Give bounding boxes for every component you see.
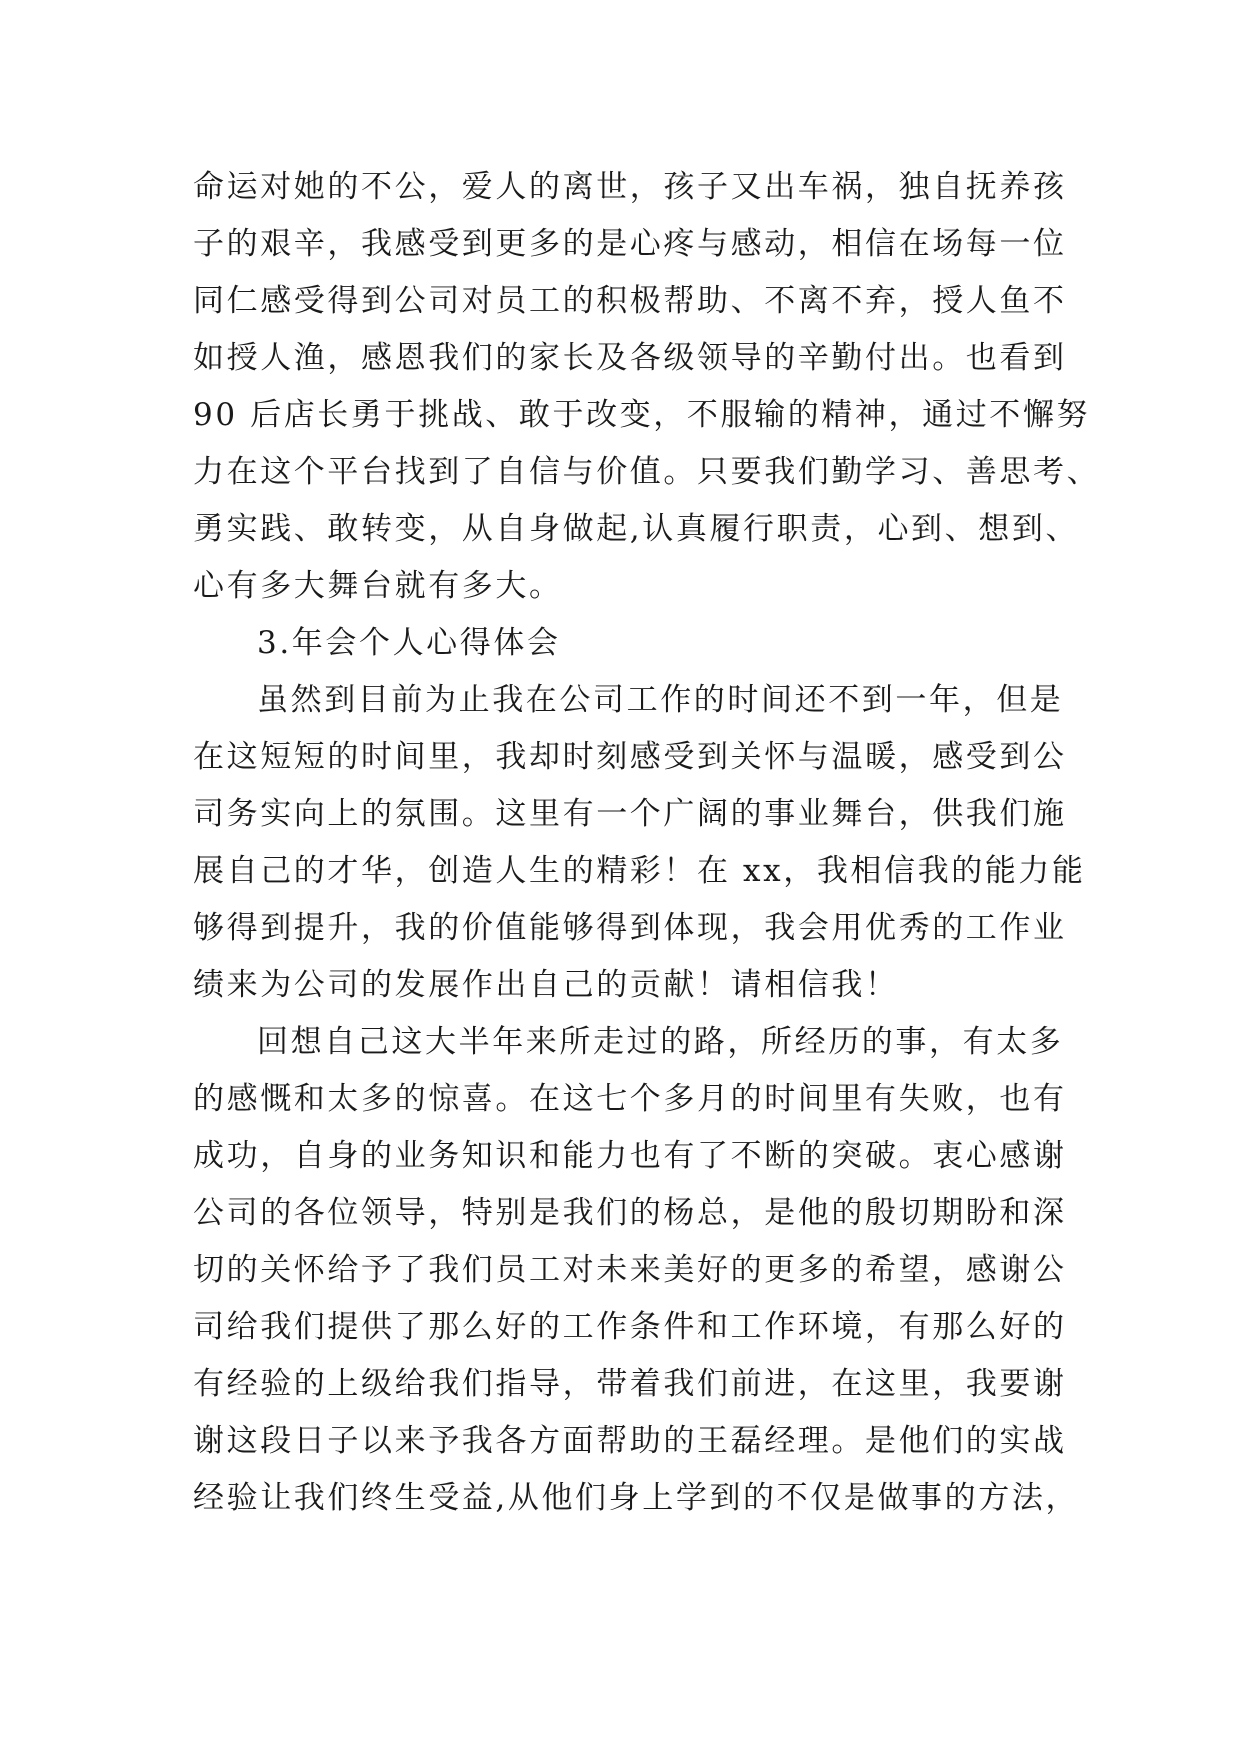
text-line: 命运对她的不公，爱人的离世，孩子又出车祸，独自抚养孩: [193, 169, 1067, 205]
text-line: 经验让我们终生受益,从他们身上学到的不仅是做事的方法，: [193, 1480, 1080, 1516]
text-line: 同仁感受得到公司对员工的积极帮助、不离不弃，授人鱼不: [193, 283, 1067, 319]
section-heading: 3.年会个人心得体会: [257, 625, 561, 661]
text-line: 在这短短的时间里，我却时刻感受到关怀与温暖，感受到公: [193, 739, 1067, 775]
text-line: 公司的各位领导，特别是我们的杨总，是他的殷切期盼和深: [193, 1195, 1067, 1231]
text-line: 够得到提升，我的价值能够得到体现，我会用优秀的工作业: [193, 910, 1067, 946]
text-line: 心有多大舞台就有多大。: [193, 568, 563, 604]
text-line: 司给我们提供了那么好的工作条件和工作环境，有那么好的: [193, 1309, 1067, 1345]
text-line: 90 后店长勇于挑战、敢于改变，不服输的精神，通过不懈努: [193, 397, 1091, 433]
paragraph-start: 回想自己这大半年来所走过的路，所经历的事，有太多: [257, 1024, 1064, 1060]
text-line: 绩来为公司的发展作出自己的贡献！请相信我！: [193, 967, 899, 1003]
text-line: 司务实向上的氛围。这里有一个广阔的事业舞台，供我们施: [193, 796, 1067, 832]
text-line: 有经验的上级给我们指导，带着我们前进，在这里，我要谢: [193, 1366, 1067, 1402]
text-line: 勇实践、敢转变，从自身做起,认真履行职责，心到、想到、: [193, 511, 1080, 547]
text-line: 展自己的才华，创造人生的精彩！在 xx，我相信我的能力能: [193, 853, 1086, 889]
text-line: 子的艰辛，我感受到更多的是心疼与感动，相信在场每一位: [193, 226, 1067, 262]
text-line: 成功，自身的业务知识和能力也有了不断的突破。衷心感谢: [193, 1138, 1067, 1174]
paragraph-start: 虽然到目前为止我在公司工作的时间还不到一年，但是: [257, 682, 1064, 718]
text-line: 切的关怀给予了我们员工对未来美好的更多的希望，感谢公: [193, 1252, 1067, 1288]
text-line: 如授人渔，感恩我们的家长及各级领导的辛勤付出。也看到: [193, 340, 1067, 376]
text-line: 的感慨和太多的惊喜。在这七个多月的时间里有失败，也有: [193, 1081, 1067, 1117]
text-line: 谢这段日子以来予我各方面帮助的王磊经理。是他们的实战: [193, 1423, 1067, 1459]
text-line: 力在这个平台找到了自信与价值。只要我们勤学习、善思考、: [193, 454, 1101, 490]
